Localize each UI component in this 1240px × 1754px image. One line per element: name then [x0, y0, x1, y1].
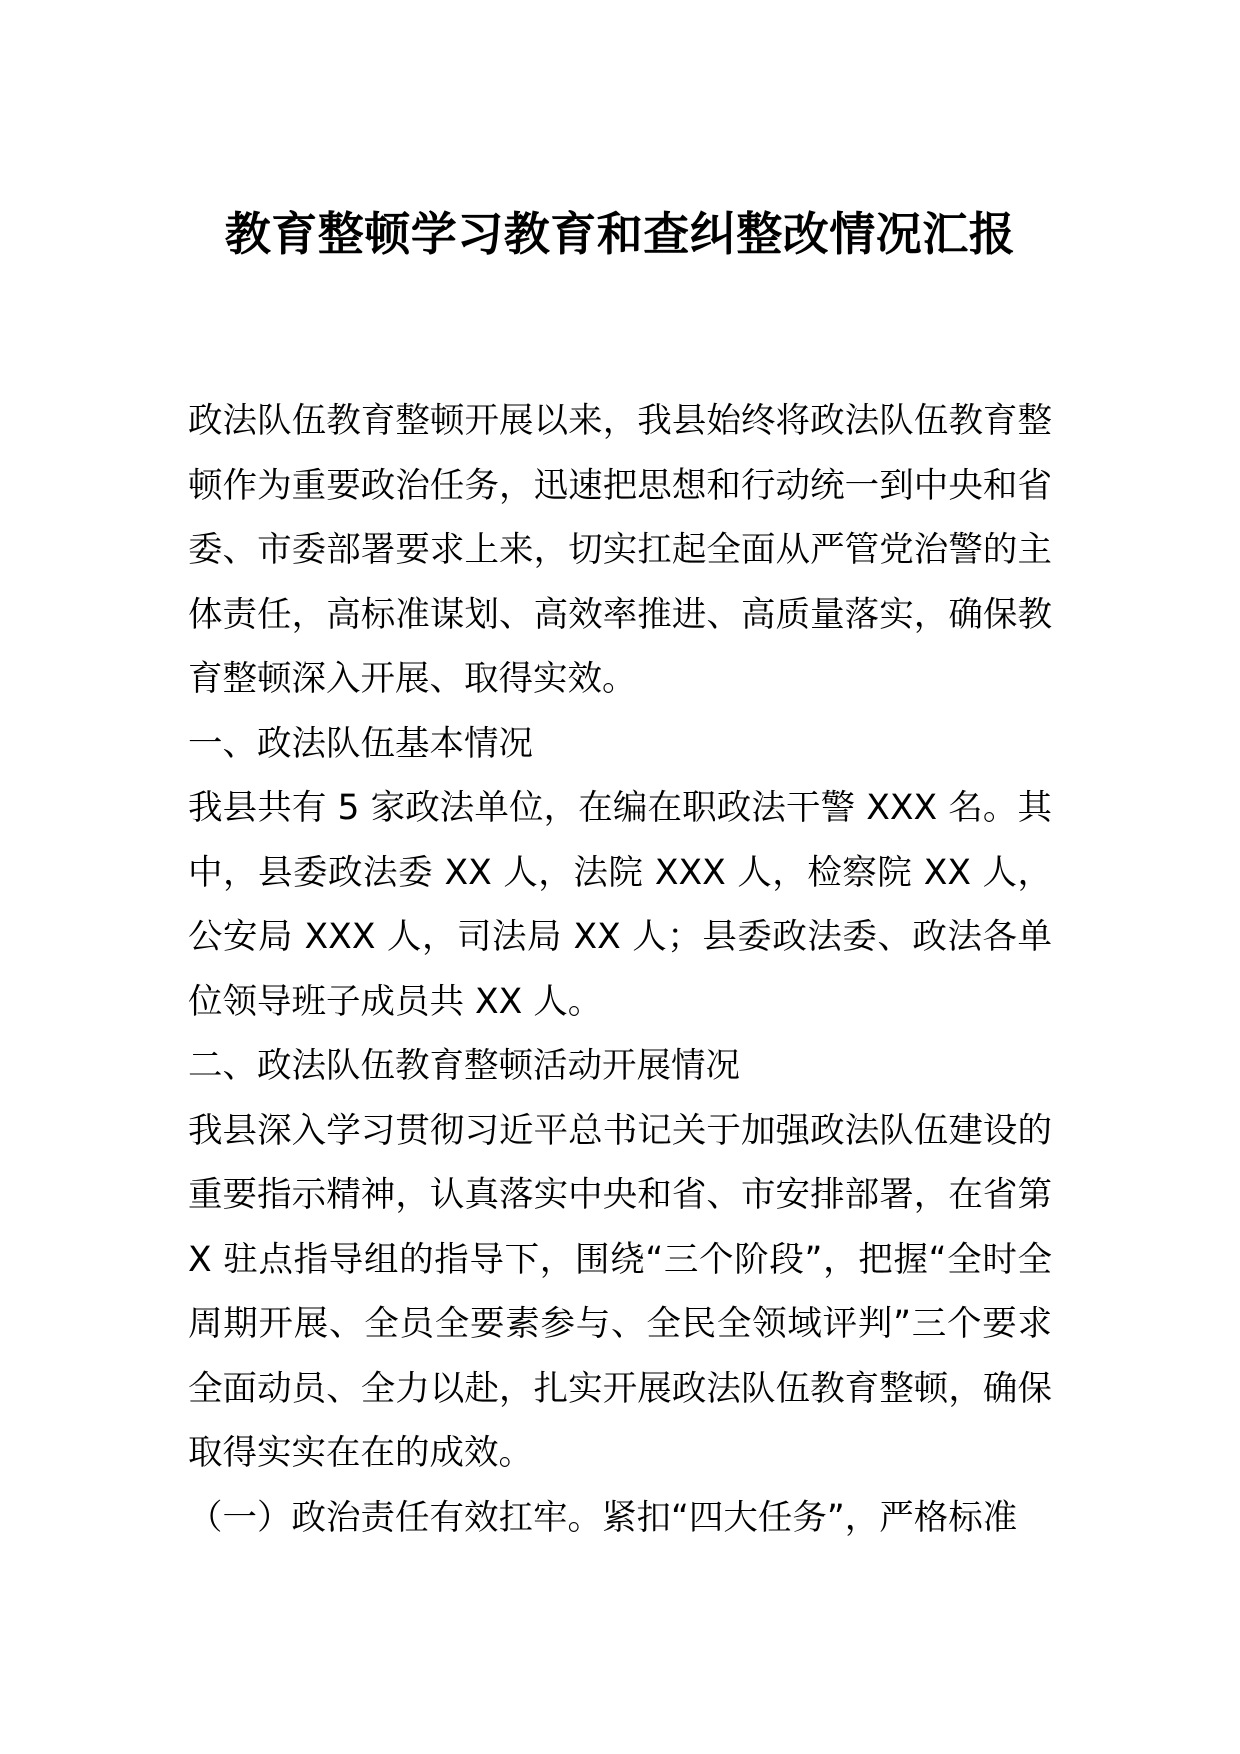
- document-body: [188, 389, 1052, 1550]
- intro-paragraph: 政法队伍教育整顿开展以来，我县始终将政法队伍教育整顿作为重要政治任务，迅速把思想和行动统一到中央和省委、市委部署要求上来，切实扛起全面从严管党治警的主体责任，高标准谋划、高效率推进、高质量落实，确保教育整顿深入开展、取得实效。: [188, 401, 1052, 699]
- subsection-paragraph-1: （一）政治责任有效扛牢。紧扣“四大任务”，严格标准: [188, 1497, 1018, 1538]
- document-title: 教育整顿学习教育和查纠整改情况汇报: [224, 207, 1016, 261]
- activity-paragraph: 我县深入学习贯彻习近平总书记关于加强政法队伍建设的重要指示精神，认真落实中央和省、市安排部署，在省第 X 驻点指导组的指导下，围绕“三个阶段”，把握“全时全周期开展、全员全要素参与、全民全领域评判”三个要求全面动员、全力以赴，扎实开展政法队伍教育整顿，确保取得实实在在的成效。: [188, 1110, 1052, 1473]
- section-heading-2: 二、政法队伍教育整顿活动开展情况: [188, 1046, 740, 1086]
- section-heading-1: 一、政法队伍基本情况: [188, 723, 533, 764]
- team-overview-paragraph: 我县共有 5 家政法单位，在编在职政法干警 XXX 名。其中，县委政法委 XX 人，法院 XXX 人，检察院 XX 人，公安局 XXX 人，司法局 XX 人；县委政法委、政法各单位领导班子成员共 XX 人。: [188, 788, 1052, 1022]
